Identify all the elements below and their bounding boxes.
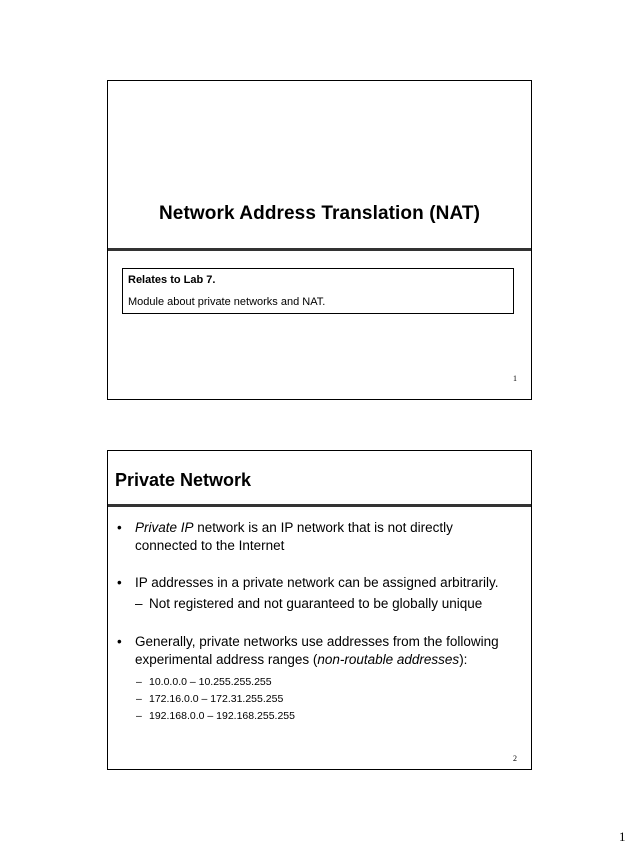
sub-bullet-text: Not registered and not guaranteed to be globally unique [149,596,483,611]
slide-1-page-number: 1 [513,374,517,383]
sub-bullet-not-registered [115,595,527,613]
bullet-line: connected to the Internet [135,538,285,553]
sub-bullet-dash: – [136,710,142,722]
bullet-dot: • [117,575,122,590]
slide-2-bullet-list [115,519,527,725]
emphasis-non-routable: non-routable addresses [317,652,460,667]
sub-bullet-dash: – [135,596,143,611]
slide-2-page-number: 2 [513,754,517,763]
bullet-line [135,519,527,537]
slide-1-title: Network Address Translation (NAT) [158,203,481,224]
note-heading: Relates to Lab 7. [128,274,216,286]
slide-1-note-box [122,268,514,314]
bullet-text: experimental address ranges ( [135,652,318,667]
slide-2 [107,450,532,770]
bullet-text: ): [459,652,468,667]
bullet-line: IP addresses in a private network can be assigned arbitrarily. [135,575,499,590]
bullet-line: Generally, private networks use addresses from the following [135,634,499,649]
address-range-text: 10.0.0.0 – 10.255.255.255 [149,676,272,688]
bullet-address-ranges [115,633,527,669]
address-range-text: 192.168.0.0 – 192.168.255.255 [149,710,295,722]
bullet-text: network is an IP network that is not directly [193,520,453,535]
note-body: Module about private networks and NAT. [128,296,326,308]
bullet-private-ip [115,519,527,555]
bullet-dot: • [117,520,122,535]
emphasis-private-ip: Private IP [135,520,194,535]
address-range-item [115,708,527,725]
bullet-ip-addresses [115,574,527,592]
address-range-item [115,691,527,708]
slide-1 [107,80,532,400]
sub-bullet-dash: – [136,693,142,705]
sub-bullet-dash: – [136,676,142,688]
slide-2-title-rule [108,504,531,507]
address-range-text: 172.16.0.0 – 172.31.255.255 [149,693,284,705]
bullet-dot: • [117,634,122,649]
bullet-line [135,651,527,669]
slide-1-title-rule [108,248,531,251]
address-range-item [115,674,527,691]
slide-2-title: Private Network [115,470,252,490]
sheet-page-number: 1 [619,829,626,844]
